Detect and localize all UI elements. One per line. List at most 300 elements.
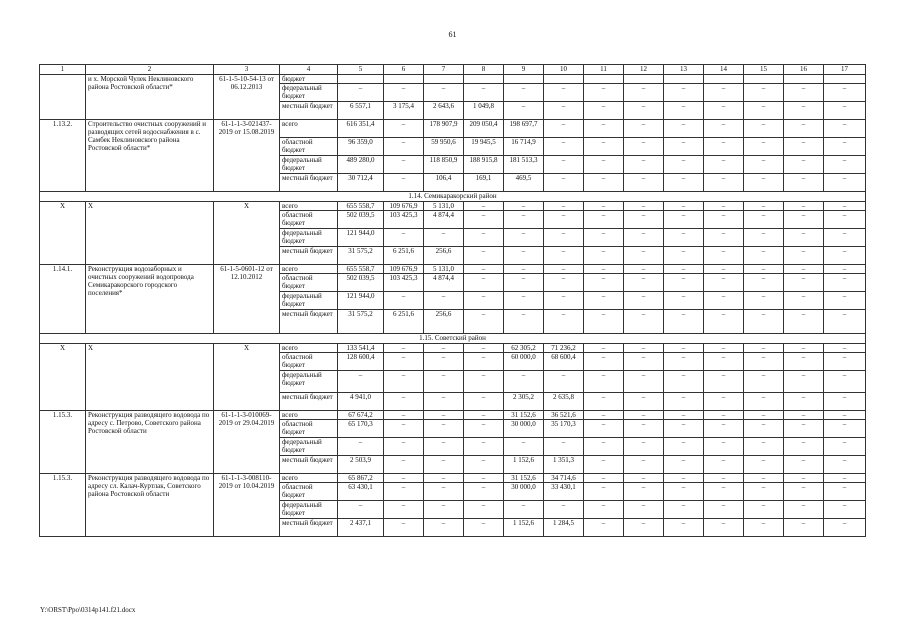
value-cell: – [624, 274, 664, 292]
value-cell: – [704, 229, 744, 247]
value-cell: – [624, 411, 664, 420]
item-number: 1.13.2. [40, 120, 86, 192]
funding-source: федеральный бюджет [280, 84, 338, 102]
value-cell: – [384, 84, 424, 102]
value-cell: – [784, 456, 824, 474]
value-cell: – [664, 310, 704, 334]
section-row [40, 192, 866, 202]
value-cell: – [664, 411, 704, 420]
value-cell: – [704, 120, 744, 138]
value-cell: – [824, 211, 866, 229]
value-cell: – [384, 174, 424, 192]
value-cell: – [384, 353, 424, 371]
value-cell: – [624, 310, 664, 334]
value-cell: – [664, 292, 704, 310]
value-cell: – [424, 501, 464, 519]
value-cell: – [824, 274, 866, 292]
funding-source: федеральный бюджет [280, 438, 338, 456]
value-cell: 3 175,4 [384, 102, 424, 120]
value-cell: – [584, 102, 624, 120]
item-name: Реконструкция водозаборных и очистных сооружений водопровода Семикаракорского городского поселения* [86, 265, 214, 334]
funding-source: областной бюджет [280, 483, 338, 501]
value-cell: 60 000,0 [504, 353, 544, 371]
value-cell: – [584, 438, 624, 456]
value-cell [824, 75, 866, 84]
value-cell: 489 280,0 [338, 156, 384, 174]
value-cell: – [424, 292, 464, 310]
value-cell: – [744, 292, 784, 310]
value-cell: – [664, 371, 704, 393]
value-cell: 655 558,7 [338, 265, 384, 274]
header-cell: 13 [664, 65, 704, 75]
value-cell: – [544, 211, 584, 229]
registry-number: 61-1-1-3-021437-2019 от 15.08.2019 [214, 120, 280, 192]
value-cell [704, 75, 744, 84]
value-cell: – [584, 292, 624, 310]
table-row [40, 75, 866, 84]
value-cell: 2 643,6 [424, 102, 464, 120]
value-cell: – [424, 393, 464, 411]
value-cell: – [664, 474, 704, 483]
value-cell: – [384, 474, 424, 483]
value-cell: – [464, 501, 504, 519]
value-cell: 19 945,5 [464, 138, 504, 156]
value-cell: – [504, 501, 544, 519]
value-cell: 2 305,2 [504, 393, 544, 411]
value-cell: – [824, 174, 866, 192]
value-cell: – [824, 474, 866, 483]
value-cell: – [744, 120, 784, 138]
value-cell: 169,1 [464, 174, 504, 192]
value-cell: – [744, 438, 784, 456]
value-cell: – [624, 120, 664, 138]
value-cell: – [464, 84, 504, 102]
value-cell: – [704, 202, 744, 211]
value-cell: 6 251,6 [384, 310, 424, 334]
header-cell: 17 [824, 65, 866, 75]
value-cell: – [664, 483, 704, 501]
value-cell: – [384, 519, 424, 537]
value-cell: – [544, 292, 584, 310]
item-number: X [40, 202, 86, 265]
value-cell: – [704, 174, 744, 192]
value-cell: – [384, 344, 424, 353]
value-cell: – [624, 211, 664, 229]
value-cell: – [544, 501, 584, 519]
value-cell: – [464, 371, 504, 393]
value-cell: 256,6 [424, 310, 464, 334]
value-cell: 33 430,1 [544, 483, 584, 501]
value-cell: – [464, 292, 504, 310]
value-cell: – [664, 274, 704, 292]
value-cell: – [824, 353, 866, 371]
header-cell: 12 [624, 65, 664, 75]
value-cell: – [784, 371, 824, 393]
value-cell: – [784, 211, 824, 229]
value-cell: – [384, 438, 424, 456]
value-cell: – [584, 174, 624, 192]
value-cell: 31 152,6 [504, 411, 544, 420]
value-cell: – [744, 411, 784, 420]
value-cell [424, 75, 464, 84]
value-cell: – [584, 84, 624, 102]
value-cell: – [824, 120, 866, 138]
value-cell: – [584, 120, 624, 138]
funding-source: местный бюджет [280, 102, 338, 120]
value-cell: – [544, 247, 584, 265]
value-cell: 30 712,4 [338, 174, 384, 192]
value-cell: – [584, 156, 624, 174]
registry-number: 61-1-1-3-010069-2019 от 29.04.2019 [214, 411, 280, 474]
value-cell: – [664, 156, 704, 174]
value-cell: 6 251,6 [384, 247, 424, 265]
value-cell: – [384, 156, 424, 174]
header-cell: 9 [504, 65, 544, 75]
value-cell: 188 915,8 [464, 156, 504, 174]
value-cell: – [784, 292, 824, 310]
value-cell: – [624, 292, 664, 310]
value-cell: – [824, 247, 866, 265]
item-name: Строительство очистных сооружений и разводящих сетей водоснабжения в с. Самбек Неклиновского района Ростовской области* [86, 120, 214, 192]
value-cell: – [664, 174, 704, 192]
value-cell: – [744, 353, 784, 371]
registry-number: 61-1-5-0601-12 от 12.10.2012 [214, 265, 280, 334]
value-cell: 109 676,9 [384, 202, 424, 211]
value-cell: – [338, 438, 384, 456]
table-row [40, 344, 866, 353]
value-cell: – [464, 211, 504, 229]
value-cell: – [584, 247, 624, 265]
value-cell: – [384, 371, 424, 393]
value-cell: – [664, 102, 704, 120]
value-cell: 103 425,3 [384, 211, 424, 229]
value-cell: 181 513,3 [504, 156, 544, 174]
value-cell: – [584, 344, 624, 353]
value-cell: – [424, 371, 464, 393]
value-cell: – [704, 393, 744, 411]
value-cell: – [744, 138, 784, 156]
value-cell: – [424, 411, 464, 420]
funding-source: областной бюджет [280, 274, 338, 292]
value-cell: – [784, 265, 824, 274]
value-cell: – [504, 438, 544, 456]
value-cell: – [824, 371, 866, 393]
value-cell: – [744, 247, 784, 265]
value-cell: – [744, 456, 784, 474]
funding-source: областной бюджет [280, 138, 338, 156]
value-cell: – [784, 174, 824, 192]
funding-source: местный бюджет [280, 174, 338, 192]
value-cell: – [464, 420, 504, 438]
registry-number: 61-1-1-3-008110-2019 от 10.04.2019 [214, 474, 280, 537]
header-cell: 5 [338, 65, 384, 75]
value-cell: – [544, 229, 584, 247]
value-cell: – [704, 156, 744, 174]
table-row [40, 202, 866, 211]
value-cell: – [584, 393, 624, 411]
value-cell: 4 874,4 [424, 274, 464, 292]
value-cell: – [824, 310, 866, 334]
value-cell: 96 359,0 [338, 138, 384, 156]
value-cell: – [544, 174, 584, 192]
header-cell: 8 [464, 65, 504, 75]
value-cell: – [664, 84, 704, 102]
value-cell: 655 558,7 [338, 202, 384, 211]
value-cell: – [384, 483, 424, 501]
value-cell: 16 714,9 [504, 138, 544, 156]
value-cell: – [504, 292, 544, 310]
value-cell: – [664, 456, 704, 474]
item-number: X [40, 344, 86, 411]
header-row [40, 65, 866, 75]
value-cell: – [704, 483, 744, 501]
funding-source: областной бюджет [280, 211, 338, 229]
value-cell: – [584, 371, 624, 393]
value-cell: – [544, 138, 584, 156]
value-cell: 209 050,4 [464, 120, 504, 138]
value-cell: – [744, 156, 784, 174]
value-cell: – [584, 138, 624, 156]
value-cell [744, 75, 784, 84]
value-cell: 1 049,8 [464, 102, 504, 120]
item-number: 1.15.3. [40, 411, 86, 474]
funding-source: местный бюджет [280, 393, 338, 411]
value-cell: – [744, 519, 784, 537]
value-cell: – [584, 211, 624, 229]
value-cell: – [664, 438, 704, 456]
funding-source: местный бюджет [280, 519, 338, 537]
value-cell: – [704, 420, 744, 438]
value-cell: 1 152,6 [504, 519, 544, 537]
value-cell: – [664, 229, 704, 247]
value-cell: – [784, 420, 824, 438]
value-cell: – [704, 84, 744, 102]
value-cell [384, 75, 424, 84]
value-cell: – [464, 519, 504, 537]
value-cell: – [624, 84, 664, 102]
value-cell: – [338, 84, 384, 102]
value-cell: – [704, 438, 744, 456]
value-cell: – [424, 519, 464, 537]
value-cell: 31 575,2 [338, 247, 384, 265]
value-cell: 65 170,3 [338, 420, 384, 438]
value-cell: 30 000,0 [504, 483, 544, 501]
value-cell: – [584, 420, 624, 438]
value-cell: – [784, 501, 824, 519]
value-cell: – [504, 265, 544, 274]
value-cell: – [624, 371, 664, 393]
value-cell: – [704, 344, 744, 353]
value-cell: 31 575,2 [338, 310, 384, 334]
value-cell: – [624, 420, 664, 438]
value-cell: – [584, 483, 624, 501]
item-number: 1.15.3. [40, 474, 86, 537]
value-cell: – [544, 156, 584, 174]
value-cell: – [464, 265, 504, 274]
value-cell: – [704, 292, 744, 310]
value-cell: – [338, 501, 384, 519]
value-cell: – [424, 420, 464, 438]
value-cell: – [584, 274, 624, 292]
value-cell: – [584, 501, 624, 519]
value-cell: – [784, 438, 824, 456]
value-cell: – [664, 393, 704, 411]
value-cell: – [784, 156, 824, 174]
value-cell: – [544, 371, 584, 393]
funding-source: всего [280, 120, 338, 138]
value-cell: 2 635,8 [544, 393, 584, 411]
value-cell: – [744, 393, 784, 411]
value-cell: – [704, 247, 744, 265]
value-cell: 68 600,4 [544, 353, 584, 371]
value-cell: – [464, 274, 504, 292]
table-row [40, 411, 866, 420]
value-cell: 2 437,1 [338, 519, 384, 537]
value-cell: – [624, 483, 664, 501]
value-cell [544, 75, 584, 84]
value-cell: – [584, 519, 624, 537]
value-cell: – [624, 102, 664, 120]
header-cell: 15 [744, 65, 784, 75]
value-cell: – [824, 456, 866, 474]
value-cell: 59 950,6 [424, 138, 464, 156]
value-cell: – [624, 174, 664, 192]
value-cell: 616 351,4 [338, 120, 384, 138]
funding-source: бюджет [280, 75, 338, 84]
value-cell: – [584, 353, 624, 371]
value-cell [784, 75, 824, 84]
value-cell [504, 75, 544, 84]
header-cell: 10 [544, 65, 584, 75]
value-cell: – [624, 344, 664, 353]
value-cell: – [384, 120, 424, 138]
value-cell: 65 867,2 [338, 474, 384, 483]
value-cell: – [744, 420, 784, 438]
value-cell: – [824, 501, 866, 519]
value-cell: – [464, 247, 504, 265]
value-cell: – [464, 202, 504, 211]
value-cell: – [384, 411, 424, 420]
registry-number: X [214, 202, 280, 265]
value-cell: – [584, 229, 624, 247]
value-cell: – [784, 344, 824, 353]
value-cell: 31 152,6 [504, 474, 544, 483]
value-cell: – [784, 474, 824, 483]
value-cell: – [624, 202, 664, 211]
funding-source: всего [280, 474, 338, 483]
value-cell: 36 521,6 [544, 411, 584, 420]
value-cell: – [744, 211, 784, 229]
value-cell: – [704, 274, 744, 292]
value-cell: – [464, 438, 504, 456]
value-cell: – [744, 483, 784, 501]
value-cell: – [464, 353, 504, 371]
value-cell: – [504, 371, 544, 393]
value-cell: – [784, 483, 824, 501]
value-cell: – [384, 501, 424, 519]
value-cell: 198 697,7 [504, 120, 544, 138]
value-cell: 63 430,1 [338, 483, 384, 501]
value-cell: 6 557,1 [338, 102, 384, 120]
funding-source: всего [280, 202, 338, 211]
value-cell: – [784, 274, 824, 292]
value-cell: – [504, 202, 544, 211]
funding-source: федеральный бюджет [280, 292, 338, 310]
item-name: Реконструкция разводящего водовода по адресу с. Петрово, Советского района Ростовской области [86, 411, 214, 474]
value-cell: – [544, 265, 584, 274]
value-cell: – [464, 310, 504, 334]
funding-source: местный бюджет [280, 247, 338, 265]
header-cell: 7 [424, 65, 464, 75]
value-cell: – [624, 353, 664, 371]
value-cell: – [824, 438, 866, 456]
item-name: X [86, 344, 214, 411]
value-cell: 30 000,0 [504, 420, 544, 438]
value-cell: – [824, 102, 866, 120]
value-cell: 35 170,3 [544, 420, 584, 438]
funding-source: всего [280, 265, 338, 274]
value-cell: – [544, 202, 584, 211]
value-cell: – [584, 456, 624, 474]
value-cell: – [704, 474, 744, 483]
value-cell: 4 941,0 [338, 393, 384, 411]
value-cell: – [744, 174, 784, 192]
value-cell: – [664, 247, 704, 265]
value-cell: – [664, 138, 704, 156]
value-cell: 121 944,0 [338, 292, 384, 310]
value-cell: – [824, 519, 866, 537]
value-cell: – [384, 292, 424, 310]
value-cell: – [624, 138, 664, 156]
value-cell: – [424, 229, 464, 247]
value-cell: 128 600,4 [338, 353, 384, 371]
value-cell: – [584, 411, 624, 420]
value-cell: – [784, 84, 824, 102]
table-row [40, 474, 866, 483]
value-cell: – [424, 353, 464, 371]
value-cell: – [744, 501, 784, 519]
value-cell: – [544, 84, 584, 102]
value-cell: – [704, 353, 744, 371]
value-cell: – [624, 519, 664, 537]
value-cell: – [824, 411, 866, 420]
value-cell: – [704, 501, 744, 519]
value-cell: – [338, 371, 384, 393]
value-cell: 67 674,2 [338, 411, 384, 420]
value-cell: – [384, 420, 424, 438]
value-cell: – [744, 474, 784, 483]
section-row [40, 334, 866, 344]
item-number: 1.14.1. [40, 265, 86, 334]
value-cell: – [824, 483, 866, 501]
funding-source: областной бюджет [280, 420, 338, 438]
value-cell: – [584, 310, 624, 334]
value-cell: – [744, 102, 784, 120]
value-cell: – [624, 156, 664, 174]
value-cell: – [664, 420, 704, 438]
value-cell: – [584, 202, 624, 211]
value-cell: – [824, 420, 866, 438]
value-cell: 502 039,5 [338, 211, 384, 229]
value-cell: – [664, 519, 704, 537]
value-cell: – [384, 138, 424, 156]
value-cell: 133 541,4 [338, 344, 384, 353]
value-cell: – [784, 411, 824, 420]
value-cell: – [664, 211, 704, 229]
value-cell: – [824, 156, 866, 174]
value-cell: 4 874,4 [424, 211, 464, 229]
header-cell: 14 [704, 65, 744, 75]
